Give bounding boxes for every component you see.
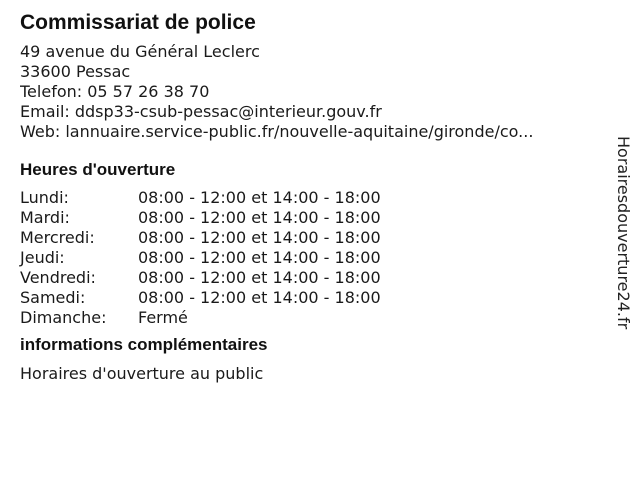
info-text: Horaires d'ouverture au public (20, 364, 264, 383)
hours-row-tuesday (20, 208, 600, 228)
day-hours: 08:00 - 12:00 et 14:00 - 18:00 (138, 228, 381, 247)
hours-table (20, 188, 600, 328)
phone-line[interactable]: Telefon: 05 57 26 38 70 (20, 82, 210, 101)
day-hours: 08:00 - 12:00 et 14:00 - 18:00 (138, 248, 381, 267)
hours-row-wednesday (20, 228, 600, 248)
web-link[interactable]: Web: lannuaire.service-public.fr/nouvelle-aquitaine/gironde/co... (20, 122, 534, 141)
hours-row-thursday (20, 248, 600, 268)
page-title: Commissariat de police (20, 11, 256, 34)
day-hours: 08:00 - 12:00 et 14:00 - 18:00 (138, 208, 381, 227)
place-card (20, 10, 600, 384)
day-label: Vendredi: (20, 268, 96, 287)
site-watermark: Horairesdouverture24.fr (614, 136, 633, 330)
hours-row-sunday (20, 308, 600, 328)
hours-row-monday (20, 188, 600, 208)
day-label: Jeudi: (20, 248, 65, 267)
email-line[interactable]: Email: ddsp33-csub-pessac@interieur.gouv.fr (20, 102, 382, 121)
day-label: Dimanche: (20, 308, 107, 327)
day-hours: Fermé (138, 308, 188, 327)
hours-heading: Heures d'ouverture (20, 160, 176, 179)
day-hours: 08:00 - 12:00 et 14:00 - 18:00 (138, 188, 381, 207)
hours-row-saturday (20, 288, 600, 308)
city-postcode: 33600 Pessac (20, 62, 131, 81)
info-heading: informations complémentaires (20, 335, 268, 354)
day-label: Lundi: (20, 188, 69, 207)
day-hours: 08:00 - 12:00 et 14:00 - 18:00 (138, 288, 381, 307)
day-hours: 08:00 - 12:00 et 14:00 - 18:00 (138, 268, 381, 287)
day-label: Samedi: (20, 288, 86, 307)
street-address: 49 avenue du Général Leclerc (20, 42, 260, 61)
day-label: Mercredi: (20, 228, 95, 247)
hours-row-friday (20, 268, 600, 288)
day-label: Mardi: (20, 208, 70, 227)
